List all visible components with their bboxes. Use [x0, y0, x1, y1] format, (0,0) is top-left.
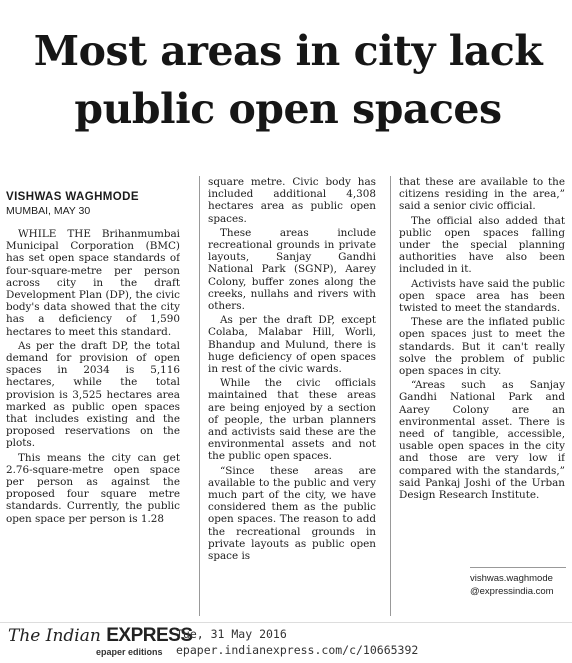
date-stamp: Tue, 31 May 2016 [176, 627, 287, 641]
paragraph: As per the draft DP, the total demand for provision of open spaces in 2034 is 5,116 hectares, while the total provision is 3,525 hectares area marked as public open spaces that includes existing and the proposed reservations on the plots. [6, 339, 180, 450]
byline: VISHWAS WAGHMODE [6, 191, 139, 203]
paragraph: While the civic officials maintained that these areas are being enjoyed by a section of people, the urban planners and activists said these are the environmental assets and not the public open spaces. [208, 377, 376, 463]
headline-line-1: Most areas in city lack [33, 27, 543, 75]
headline-line-2: public open spaces [74, 85, 502, 133]
logo-the-indian: The Indian [8, 626, 101, 646]
paragraph: “Areas such as Sanjay Gandhi National Park and Aarey Colony are an environmental asset. There is need of tangible, accessible, usable open spaces in the city and those are very low if compared with the standards,” said Pankaj Joshi of the Urban Design Research Institute. [399, 379, 565, 502]
credit-divider [470, 567, 566, 568]
paragraph: that these are available to the citizens residing in the area,” said a senior civic official. [399, 176, 565, 213]
article-column-1 [6, 176, 180, 616]
headline [18, 22, 558, 138]
article-column-2 [199, 176, 376, 616]
paragraph: These are the inflated public open spaces just to meet the standards. But it can't really solve the problem of public open spaces in city. [399, 316, 565, 378]
article-column-3 [390, 176, 565, 616]
paragraph: square metre. Civic body has included additional 4,308 hectares area as public open spaces. [208, 176, 376, 225]
paragraph: WHILE THE Brihanmumbai Municipal Corporation (BMC) has set open space standards of four-square-metre per person across city in the draft Development Plan (DP), the civic body's data showed that the city has a deficiency of 1,590 hectares to meet this standard. [6, 228, 180, 338]
credit-email-user: vishwas.waghmode [470, 573, 553, 584]
paragraph: These areas include recreational grounds in private layouts, Sanjay Gandhi National Park (SGNP), Aarey Colony, buffer zones along the creeks, nullahs and rivers with others. [208, 226, 376, 313]
logo-subtitle: epaper editions [96, 647, 163, 657]
paragraph: As per the draft DP, except Colaba, Malabar Hill, Worli, Bhandup and Mulund, there is huge deficiency of open spaces in rest of the civic wards. [208, 314, 376, 376]
url-stamp[interactable]: epaper.indianexpress.com/c/10665392 [176, 643, 419, 657]
paragraph: Activists have said the public open space area has been twisted to meet the standards. [399, 277, 565, 315]
credit-email-domain: @expressindia.com [470, 586, 554, 597]
paragraph: “Since these areas are available to the public and very much part of the city, we have considered them as the public open spaces. The reason to add the recreational grounds in private layouts as public open space is [208, 464, 376, 563]
paragraph: The official also added that public open spaces falling under the special planning authorities have also been included in it. [399, 214, 565, 276]
epaper-footer [0, 622, 572, 663]
author-credit [470, 572, 566, 598]
paragraph: This means the city can get 2.76-square-metre open space per person as against the proposed four square metre standards. Currently, the public open space per person is 1.28 [6, 451, 180, 525]
dateline: MUMBAI, MAY 30 [6, 205, 91, 217]
indian-express-logo [8, 625, 193, 647]
logo-express: EXPRESS [106, 625, 193, 646]
